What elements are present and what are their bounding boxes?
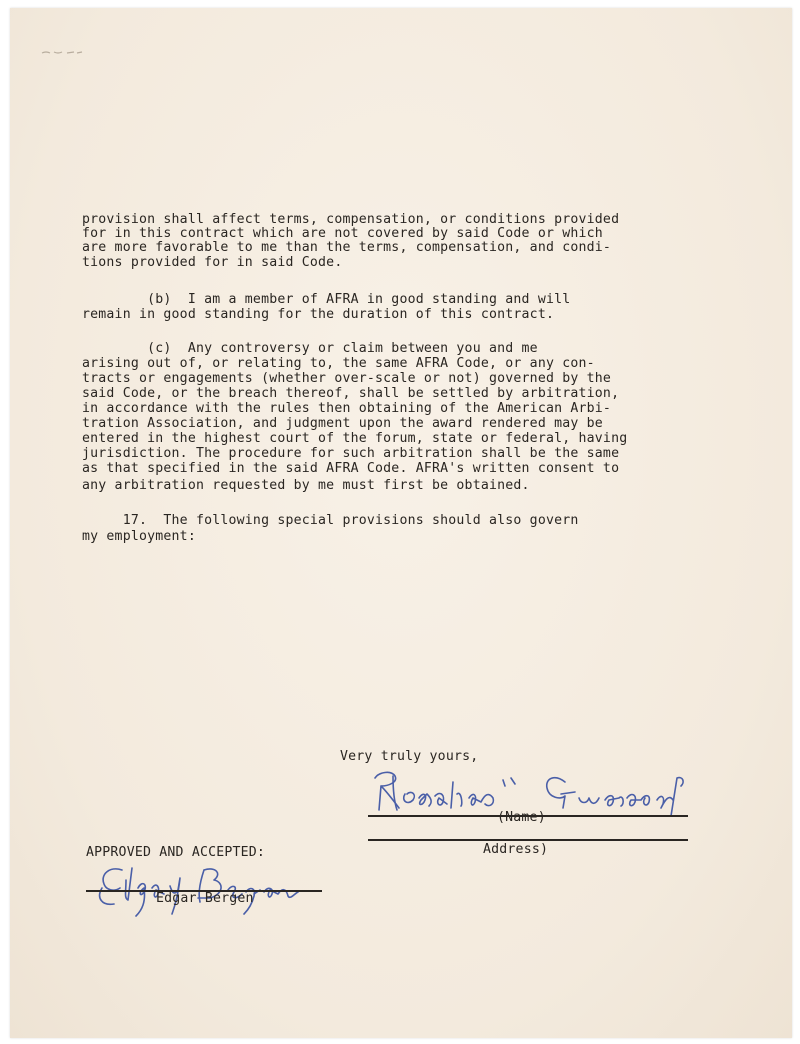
approval-heading: APPROVED AND ACCEPTED: bbox=[86, 845, 266, 860]
text-line: jurisdiction. The procedure for such arbitration shall be the same bbox=[82, 446, 620, 461]
text-line: (c) Any controversy or claim between you and me bbox=[82, 341, 538, 356]
paragraph-17 bbox=[82, 513, 579, 570]
closing-salutation: Very truly yours, bbox=[340, 749, 479, 764]
name-label: (Name) bbox=[497, 810, 546, 825]
text-line: (b) I am a member of AFRA in good standing and will bbox=[82, 292, 571, 307]
document-page bbox=[10, 8, 792, 1038]
text-line: entered in the highest court of the forum, state or federal, having bbox=[82, 431, 628, 446]
text-line: in accordance with the rules then obtaining of the American Arbi- bbox=[82, 401, 612, 416]
edgar-bergen-signature bbox=[92, 858, 322, 918]
text-line: are more favorable to me than the terms, compensation, and condi- bbox=[82, 240, 612, 255]
text-line: my employment: bbox=[82, 529, 196, 544]
text-line: as that specified in the said AFRA Code. AFRA's written consent to bbox=[82, 461, 620, 476]
text-line: tions provided for in said Code. bbox=[82, 255, 343, 270]
address-line bbox=[368, 839, 688, 841]
text-line: 17. The following special provisions should also govern bbox=[82, 513, 579, 528]
text-line: tracts or engagements (whether over-scale or not) governed by the bbox=[82, 371, 612, 386]
text-line: for in this contract which are not covered by said Code or which bbox=[82, 226, 603, 241]
text-line: remain in good standing for the duration of this contract. bbox=[82, 307, 555, 322]
text-line: provision shall affect terms, compensation, or conditions provided bbox=[82, 212, 620, 227]
text-line: said Code, or the breach thereof, shall be settled by arbitration, bbox=[82, 386, 620, 401]
text-line: any arbitration requested by me must first be obtained. bbox=[82, 478, 530, 493]
approval-signer-name: Edgar Bergen bbox=[156, 891, 254, 906]
continuation-paragraph bbox=[82, 212, 620, 297]
address-label: Address) bbox=[483, 842, 549, 857]
paragraph-c bbox=[82, 341, 628, 510]
text-line: tration Association, and judgment upon the award rendered may be bbox=[82, 416, 603, 431]
paper-mark-decoration bbox=[40, 48, 84, 56]
text-line: arising out of, or relating to, the same AFRA Code, or any con- bbox=[82, 356, 595, 371]
